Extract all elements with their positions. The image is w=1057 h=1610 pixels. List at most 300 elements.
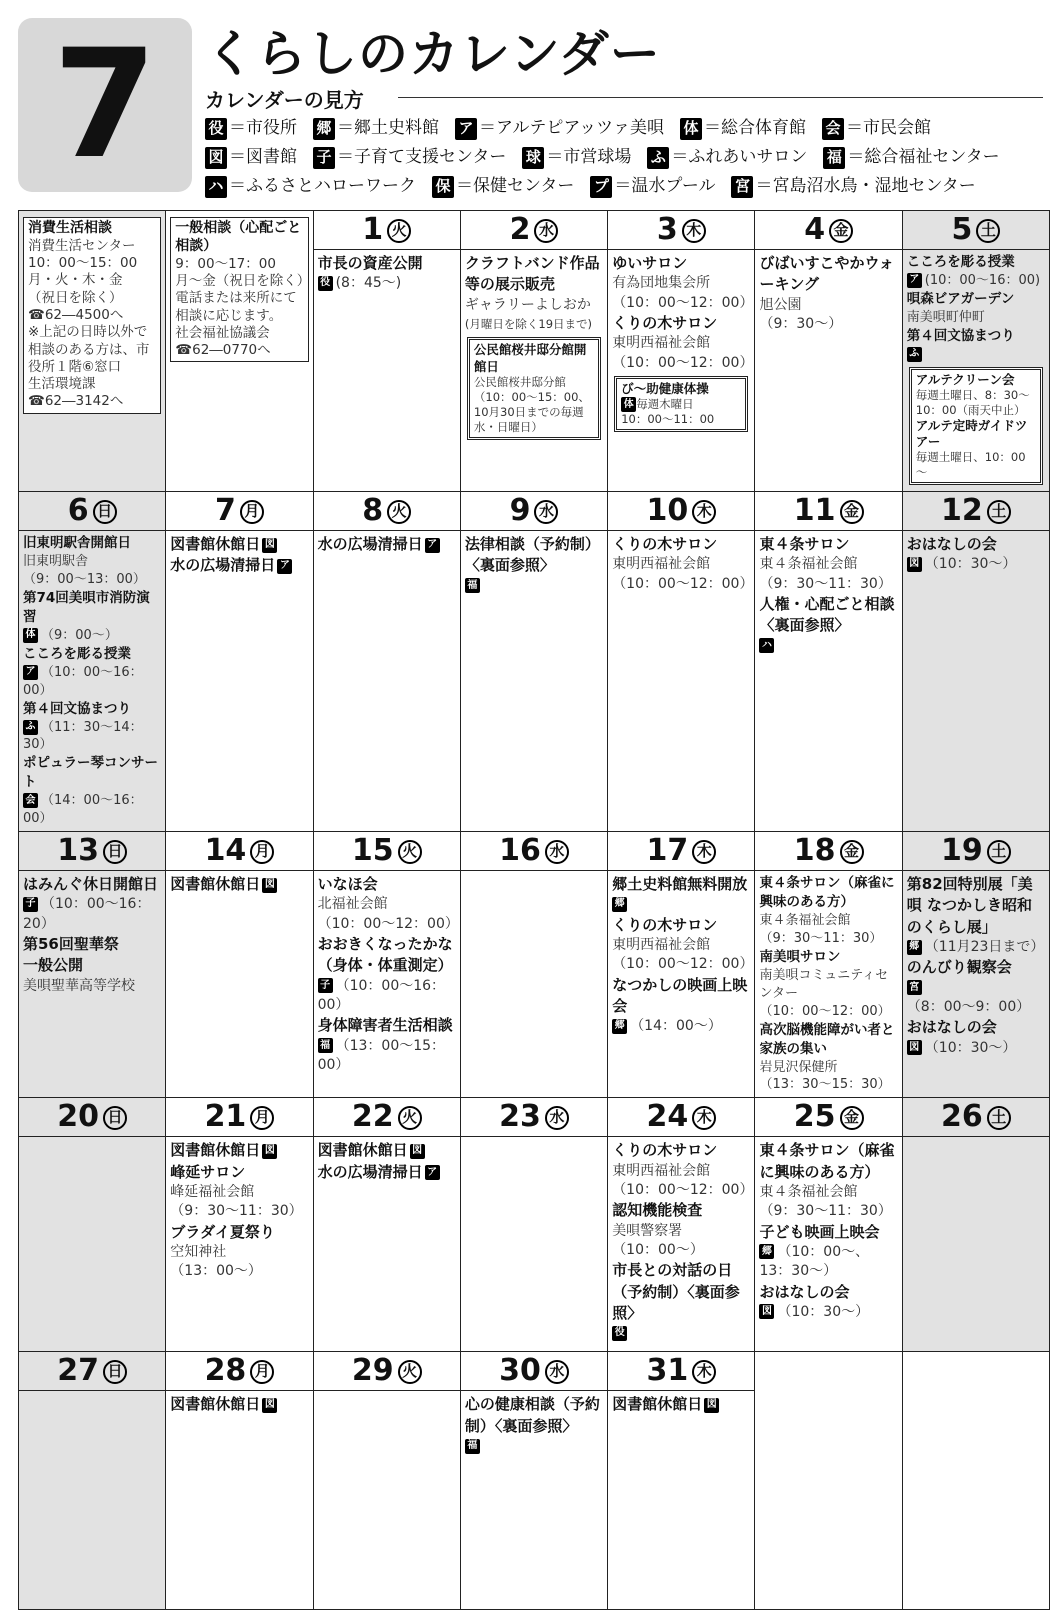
event-line: [465, 577, 603, 596]
event-line: [23, 955, 161, 976]
event-detail: (8：45～): [335, 275, 402, 292]
notice-title: び～助健康体操: [621, 380, 709, 396]
day-of-week: 火: [387, 500, 411, 524]
event-line: [318, 895, 456, 914]
empty-cell: [755, 1352, 902, 1610]
event-title: 水の広場清掃日: [317, 1162, 423, 1181]
month-number-box: [18, 18, 192, 192]
legend-icon: ふ: [647, 147, 669, 169]
day-of-week: 月: [240, 500, 264, 524]
day-cell-4: [755, 211, 902, 492]
notice-detail: 10：00～11：00: [621, 412, 715, 427]
day-cell-24: [608, 1098, 755, 1352]
event-detail: 北福祉会館: [317, 896, 388, 913]
legend-text: ＝子育て支援センター: [337, 147, 507, 167]
event-line: [759, 555, 897, 574]
event-line: [318, 1015, 456, 1036]
event-detail: 旧東明駅舎: [23, 554, 89, 570]
event-detail: 峰延福祉会館: [170, 1184, 255, 1200]
event-line: [23, 754, 161, 792]
event-detail: 南美唄町仲町: [906, 309, 985, 325]
event-line: [318, 977, 456, 1016]
day-events: [166, 531, 312, 580]
event-title: 第56回聖華祭: [23, 935, 119, 954]
event-title: くりの木サロン: [612, 1141, 718, 1160]
place-icon: ア: [23, 665, 38, 680]
day-header: [461, 1098, 607, 1137]
event-title: 市長との対話の日（予約制）〈裏面参照〉: [612, 1261, 740, 1322]
place-icon: 子: [318, 978, 333, 993]
event-title: 東４条サロン（麻雀に興味のある方）: [759, 1141, 895, 1181]
event-line: [612, 895, 750, 914]
legend: [205, 114, 1050, 201]
day-of-week: 金: [840, 500, 864, 524]
day-cell-20: [19, 1098, 166, 1352]
event-detail: 東明西福祉会館: [612, 937, 711, 954]
day-number: 24: [646, 1099, 689, 1135]
event-line: [612, 936, 750, 955]
day-header: [903, 492, 1049, 531]
event-line: [612, 555, 750, 574]
event-line: [23, 895, 161, 934]
legend-text: ＝アルテピアッツァ美唄: [479, 118, 664, 138]
legend-text: ＝図書館: [229, 147, 297, 167]
day-number: 17: [646, 833, 689, 869]
day-of-week: 木: [692, 1360, 716, 1384]
event-line: [465, 315, 603, 334]
event-title: 図書館休館日: [170, 1395, 261, 1414]
day-events: [608, 1391, 754, 1418]
event-line: [907, 957, 1045, 978]
event-line: [170, 1222, 308, 1243]
event-line: [759, 912, 897, 930]
day-number: 16: [499, 833, 541, 869]
day-header: [314, 211, 460, 250]
event-line: [465, 534, 603, 577]
day-events: [755, 250, 901, 337]
day-header: [314, 1098, 460, 1137]
day-number: 20: [57, 1099, 100, 1135]
notice-detail: 毎週木曜日: [636, 397, 694, 412]
day-header: [461, 492, 607, 531]
event-detail: 美唄警察署: [612, 1222, 683, 1239]
event-title: 郷土史料館無料開放: [612, 875, 748, 894]
event-line: [612, 575, 754, 594]
day-events: [314, 1391, 460, 1397]
day-header: [314, 832, 460, 871]
event-title: おおきくなったかな（身体・体重測定）: [317, 935, 453, 975]
day-number: 15: [351, 833, 394, 869]
day-cell-16: [460, 832, 607, 1098]
event-line: [23, 874, 161, 895]
day-of-week: 土: [987, 840, 1011, 864]
place-icon: 郷: [907, 940, 922, 955]
day-of-week: 金: [840, 1106, 864, 1130]
event-title: 第74回美唄市消防演習: [23, 589, 150, 625]
notice-box: [614, 376, 748, 432]
place-icon: 役: [612, 1326, 627, 1341]
event-line: [612, 1394, 750, 1415]
day-cell-19: [902, 832, 1049, 1098]
day-events: [461, 250, 607, 446]
event-title: 図書館休館日: [317, 1141, 408, 1160]
event-title: 図書館休館日: [170, 535, 261, 554]
event-line: [612, 1260, 750, 1324]
event-detail: （10：00～12：00）: [317, 915, 459, 932]
info-line: 月～金（祝日を除く）電話または来所にて相談に応じます。: [175, 273, 304, 324]
day-events: [461, 1137, 607, 1143]
day-of-week: 月: [250, 840, 274, 864]
place-icon: 郷: [759, 1244, 774, 1259]
event-detail: （10：00～12：00）: [612, 354, 754, 371]
legend-icon: プ: [590, 176, 612, 198]
event-line: [317, 915, 459, 934]
event-line: [612, 874, 750, 895]
day-cell-15: [313, 832, 460, 1098]
legend-text: ＝保健センター: [456, 176, 575, 196]
day-cell-29: [313, 1352, 460, 1610]
event-title: 唄森ビアガーデン: [906, 290, 1015, 307]
place-icon: 体: [621, 397, 636, 412]
event-line: [318, 274, 456, 293]
event-line: [23, 934, 161, 955]
event-line: [759, 1282, 897, 1303]
event-title: 図書館休館日: [170, 875, 261, 894]
place-icon: ア: [425, 1165, 440, 1180]
event-detail: 旭公園: [759, 296, 802, 313]
info-line: 消費生活センター: [28, 237, 136, 254]
event-line: [612, 334, 750, 353]
day-number: 3: [656, 212, 678, 247]
event-detail: 岩見沢保健所: [759, 1059, 838, 1075]
day-events: [903, 1137, 1049, 1143]
notice-title: 公民館桜井邸分館開館日: [473, 342, 587, 374]
calendar-grid: [18, 210, 1050, 1610]
event-line: [612, 1324, 750, 1343]
day-of-week: 土: [976, 219, 1000, 243]
event-title: 南美唄サロン: [759, 948, 841, 965]
event-detail: （8：00～9：00）: [906, 999, 1031, 1015]
event-line: [907, 874, 1045, 938]
legend-row: [205, 143, 1050, 172]
event-detail: （10：00～）: [612, 1241, 704, 1258]
day-header: [755, 211, 901, 250]
place-icon: 福: [465, 1439, 480, 1454]
event-detail: （9：00～）: [41, 627, 118, 643]
event-detail: 東明西福祉会館: [612, 335, 711, 352]
event-title: 法律相談（予約制）〈裏面参照〉: [464, 535, 600, 575]
legend-icon: 保: [432, 176, 454, 198]
day-number: 19: [941, 833, 983, 869]
event-line: [759, 1140, 897, 1183]
day-of-week: 水: [545, 1360, 569, 1384]
event-detail: （10：00～16：00）: [23, 664, 143, 698]
day-events: [755, 1137, 901, 1325]
day-of-week: 金: [829, 219, 853, 243]
legend-heading: カレンダーの見方: [205, 88, 364, 112]
event-detail: 東４条福祉会館: [759, 1184, 858, 1200]
day-header: [755, 492, 901, 531]
day-cell-14: [166, 832, 313, 1098]
event-line: [170, 1262, 308, 1281]
event-line: [612, 313, 750, 334]
event-line: [759, 1202, 897, 1221]
event-title: 第４回文協まつり: [23, 700, 131, 717]
event-line: [23, 571, 161, 589]
event-line: [612, 534, 750, 555]
day-of-week: 木: [692, 1106, 716, 1130]
notice-box: [909, 367, 1043, 486]
day-of-week: 日: [103, 840, 127, 864]
day-cell-22: [313, 1098, 460, 1352]
day-cell-1: [313, 211, 460, 492]
event-title: 市長の資産公開: [317, 254, 423, 272]
day-of-week: 土: [987, 500, 1011, 524]
info-line: ☎62―0770へ: [175, 342, 271, 359]
event-line: [170, 555, 308, 576]
day-number: 12: [941, 493, 983, 529]
day-number: 5: [951, 212, 973, 247]
event-line: [907, 309, 1045, 327]
day-of-week: 日: [93, 500, 117, 524]
day-cell-26: [902, 1098, 1049, 1352]
legend-text: ＝宮島沼水鳥・湿地センター: [755, 176, 976, 196]
info-line: ☎62―3142へ: [28, 393, 124, 410]
event-title: 第４回文協まつり: [906, 327, 1015, 344]
legend-text: ＝市営球場: [546, 147, 632, 167]
legend-text: ＝温水プール: [614, 176, 716, 196]
day-of-week: 土: [987, 1106, 1011, 1130]
day-of-week: 火: [398, 840, 422, 864]
legend-text: ＝総合体育館: [703, 118, 806, 138]
day-header: [755, 1098, 901, 1137]
event-detail: （9：30～11：30）: [759, 930, 883, 946]
event-line: [612, 1222, 750, 1241]
event-title: おはなしの会: [906, 1018, 997, 1037]
day-header: [608, 1352, 754, 1391]
event-title: 図書館休館日: [612, 1395, 703, 1414]
place-icon: ア: [277, 559, 292, 574]
event-line: [612, 294, 754, 313]
day-of-week: 火: [387, 219, 411, 243]
event-line: [759, 1076, 897, 1094]
event-line: [612, 1241, 750, 1260]
info-line: 10：00～15：00: [28, 255, 138, 272]
day-header: [608, 492, 754, 531]
day-number: 14: [204, 833, 247, 869]
day-events: [19, 1391, 165, 1397]
day-header: [461, 832, 607, 871]
event-line: [318, 874, 456, 895]
event-detail: （9：30～11：30）: [759, 575, 892, 592]
event-line: [612, 1162, 750, 1181]
info-line: （祝日を除く）: [28, 289, 123, 306]
day-header: [19, 1098, 165, 1137]
event-detail: （14：00～16：00）: [23, 793, 143, 827]
day-of-week: 日: [103, 1106, 127, 1130]
event-line: [759, 1021, 897, 1059]
legend-icon: 図: [205, 147, 227, 169]
event-line: [318, 253, 456, 274]
place-icon: ア: [907, 273, 922, 288]
notice-detail: 毎週土曜日、10：00～: [915, 450, 1026, 480]
event-detail: （9：30～11：30）: [759, 1203, 892, 1220]
event-line: [612, 1181, 754, 1200]
event-title: 水の広場清掃日: [170, 556, 276, 575]
event-line: [759, 1183, 897, 1202]
event-detail: ギャラリーよしおか: [464, 296, 591, 313]
event-title: こころを彫る授業: [23, 645, 131, 662]
day-events: [608, 531, 754, 597]
event-line: [23, 553, 161, 571]
event-line: [612, 975, 750, 1018]
event-line: [612, 955, 754, 974]
event-line: [170, 1183, 308, 1202]
day-number: 26: [941, 1099, 983, 1135]
day-cell-6: [19, 492, 166, 832]
month-number: 7: [52, 18, 158, 192]
day-header: [166, 832, 312, 871]
day-of-week: 水: [545, 1106, 569, 1130]
day-of-week: 水: [534, 219, 558, 243]
event-line: [170, 1243, 308, 1262]
day-header: [608, 832, 754, 871]
day-header: [314, 1352, 460, 1391]
day-number: 8: [362, 493, 384, 529]
event-line: [23, 664, 161, 700]
empty-cell: [902, 1352, 1049, 1610]
event-title: クラフトバンド作品等の展示販売: [464, 254, 600, 294]
day-number: 30: [499, 1353, 541, 1389]
event-line: [465, 1394, 603, 1437]
day-header: [19, 832, 165, 871]
event-detail: (月曜日を除く19日まで): [464, 316, 592, 331]
place-icon: 図: [410, 1144, 425, 1159]
day-events: [314, 1137, 460, 1186]
event-line: [759, 594, 897, 637]
legend-item: [205, 172, 416, 201]
day-number: 10: [646, 493, 689, 529]
event-line: [170, 1140, 308, 1161]
event-title: ポピュラー琴コンサート: [23, 755, 158, 791]
legend-item: [432, 172, 574, 201]
day-number: 28: [204, 1353, 247, 1389]
place-icon: 図: [262, 878, 277, 893]
event-line: [907, 253, 1045, 272]
event-line: [759, 1059, 897, 1077]
event-title: くりの木サロン: [612, 535, 718, 554]
day-of-week: 日: [103, 1360, 127, 1384]
place-icon: 図: [262, 1398, 277, 1413]
event-line: [23, 627, 161, 645]
place-icon: 図: [907, 1040, 922, 1055]
event-line: [759, 948, 897, 967]
place-icon: 図: [907, 557, 922, 572]
day-events: [166, 1137, 312, 1284]
event-detail: 美唄聖華高等学校: [23, 977, 135, 994]
event-detail: （10：00～12：00）: [612, 1182, 754, 1198]
event-detail: （10：00～12：00）: [612, 956, 754, 973]
legend-item: [455, 114, 664, 143]
legend-text: ＝ふるさとハローワーク: [229, 176, 416, 196]
info-line: ※上記の日時以外で相談のある方は、市役所１階⑥窓口: [28, 324, 150, 375]
event-title: 東４条サロン（麻雀に興味のある方）: [759, 875, 895, 911]
event-detail: （10：30～）: [777, 1303, 870, 1320]
info-cell-consumer: [19, 211, 166, 492]
legend-icon: 球: [522, 147, 544, 169]
event-line: [23, 719, 161, 755]
day-number: 27: [57, 1353, 100, 1389]
day-number: 4: [804, 212, 826, 247]
day-number: 22: [351, 1099, 394, 1135]
day-events: [755, 531, 901, 659]
place-icon: 子: [23, 897, 38, 912]
event-title: はみんぐ休日開館日: [23, 875, 159, 894]
legend-item: [822, 114, 931, 143]
event-line: [612, 1200, 750, 1221]
event-line: [170, 534, 308, 555]
event-line: [23, 589, 161, 627]
legend-item: [647, 143, 807, 172]
event-line: [759, 1243, 897, 1282]
event-detail: （10：00～12：00）: [612, 575, 754, 592]
legend-text: ＝市役所: [229, 118, 297, 138]
event-title: 子ども映画上映会: [759, 1222, 880, 1241]
event-line: [170, 1162, 308, 1183]
event-line: [759, 874, 897, 912]
place-icon: 体: [23, 628, 38, 643]
notice-title: アルテ定時ガイドツアー: [915, 417, 1028, 449]
day-events: [461, 871, 607, 877]
place-icon: 福: [318, 1038, 333, 1053]
day-of-week: 木: [692, 500, 716, 524]
event-detail: （10：00～16：20）: [23, 896, 151, 932]
legend-item: [680, 114, 806, 143]
day-cell-18: [755, 832, 902, 1098]
event-title: ブラダイ夏祭り: [170, 1222, 275, 1241]
event-title: いなほ会: [317, 875, 378, 894]
day-header: [166, 1352, 312, 1391]
event-title: 東４条サロン: [759, 535, 850, 554]
day-number: 11: [793, 493, 836, 529]
event-line: [318, 1162, 456, 1183]
day-cell-3: [608, 211, 755, 492]
day-events: [608, 250, 754, 438]
day-header: [314, 492, 460, 531]
day-of-week: 金: [840, 840, 864, 864]
day-events: [903, 250, 1049, 491]
day-number: 1: [362, 212, 384, 247]
event-line: [465, 296, 603, 315]
day-cell-10: [608, 492, 755, 832]
event-line: [907, 346, 1045, 364]
day-header: [755, 832, 901, 871]
day-cell-12: [902, 492, 1049, 832]
event-line: [907, 1017, 1045, 1038]
day-events: [461, 531, 607, 599]
day-of-week: 月: [250, 1360, 274, 1384]
place-icon: 福: [465, 578, 480, 593]
event-detail: 東明西福祉会館: [612, 556, 711, 573]
event-detail: （10：00～16：00）: [317, 977, 446, 1013]
event-detail: （9：00～13：00）: [23, 572, 146, 587]
event-title: 認知機能検査: [612, 1201, 703, 1220]
info-title: 消費生活相談: [28, 220, 112, 236]
day-events: [166, 871, 312, 898]
event-detail: 空知神社: [170, 1243, 227, 1260]
legend-text: ＝郷土史料館: [337, 118, 439, 138]
event-line: [759, 967, 897, 1003]
